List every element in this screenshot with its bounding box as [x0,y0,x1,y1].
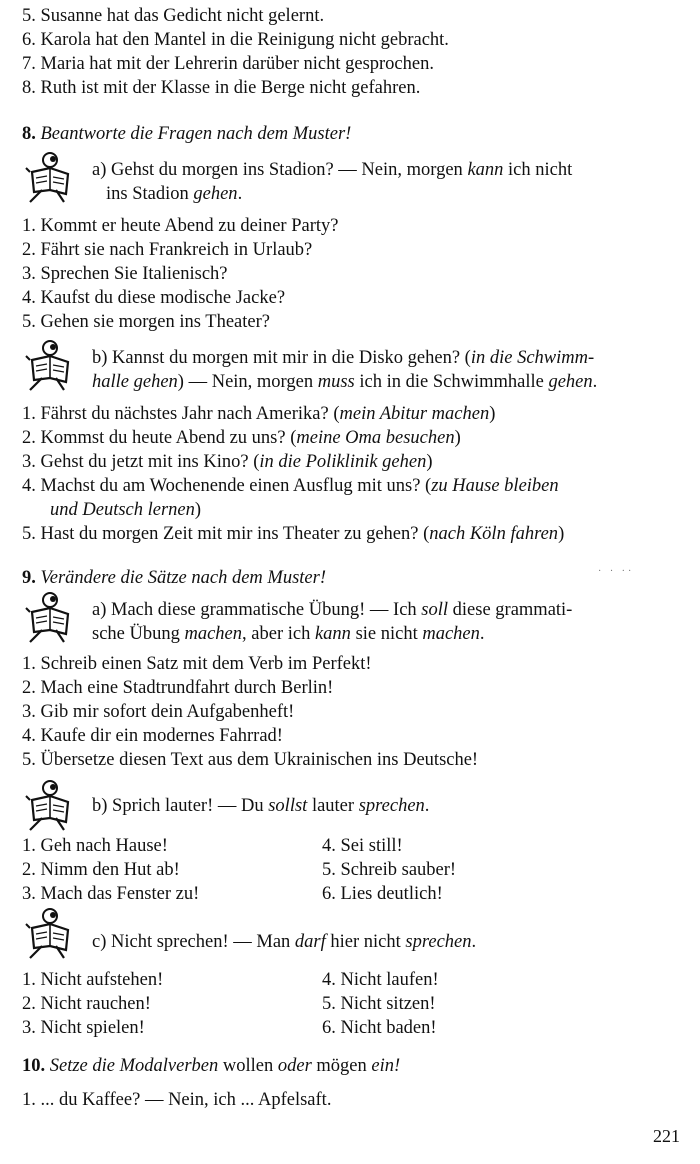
list-item: 6. Nicht baden! [322,1018,437,1038]
reading-person-icon [20,338,84,392]
example-a-line2: sche Übung machen, aber ich kann sie nicht machen. [92,624,485,644]
list-item: 4. Kaufe dir ein modernes Fahrrad! [22,726,283,746]
exercise-number: 8. [22,124,36,144]
reading-person-icon [20,590,84,644]
list-item: 5. Übersetze diesen Text aus dem Ukrainischen ins Deutsche! [22,750,479,770]
exercise-instruction: Verändere die Sätze nach dem Muster! [40,568,326,588]
list-item: 1. ... du Kaffee? — Nein, ich ... Apfelsaft. [22,1090,332,1110]
list-item: 1. Nicht aufstehen! [22,970,164,990]
exercise-instruction: Beantworte die Fragen nach dem Muster! [40,124,352,144]
example-a-line1: a) Gehst du morgen ins Stadion? — Nein, morgen kann ich nicht [92,160,573,180]
exercise-9-heading [22,566,326,590]
list-item: 3. Mach das Fenster zu! [22,884,200,904]
list-item: 5. Schreib sauber! [322,860,457,880]
scan-artifact: · · ·· [598,566,635,577]
list-item: 6. Karola hat den Mantel in die Reinigung nicht gebracht. [22,30,449,50]
list-item: 2. Fährt sie nach Frankreich in Urlaub? [22,240,313,260]
list-item: 2. Mach eine Stadtrundfahrt durch Berlin! [22,678,334,698]
list-item: 3. Sprechen Sie Italienisch? [22,264,228,284]
example-a-line1: a) Mach diese grammatische Übung! — Ich soll diese grammati- [92,600,573,620]
list-item: 7. Maria hat mit der Lehrerin darüber nicht gesprochen. [22,54,434,74]
list-item: 2. Nicht rauchen! [22,994,151,1014]
example-b-line: b) Sprich lauter! — Du sollst lauter sprechen. [92,796,430,816]
exercise-10-heading: 10. Setze die Modalverben wollen oder mögen ein! [22,1056,401,1076]
list-item: 1. Fährst du nächstes Jahr nach Amerika? (mein Abitur machen) [22,404,496,424]
list-item: 5. Gehen sie morgen ins Theater? [22,312,270,332]
example-b-line1: b) Kannst du morgen mit mir in die Disko gehen? (in die Schwimm- [92,348,595,368]
list-item: 1. Kommt er heute Abend zu deiner Party? [22,216,339,236]
list-item: 1. Schreib einen Satz mit dem Verb im Perfekt! [22,654,372,674]
list-item: 5. Hast du morgen Zeit mit mir ins Theater zu gehen? (nach Köln fahren) [22,524,565,544]
list-item: 4. Sei still! [322,836,403,856]
list-item: 4. Kaufst du diese modische Jacke? [22,288,286,308]
list-item: 3. Gib mir sofort dein Aufgabenheft! [22,702,295,722]
list-item: 5. Susanne hat das Gedicht nicht gelernt. [22,6,325,26]
reading-person-icon [20,150,84,204]
list-item: 3. Nicht spielen! [22,1018,145,1038]
reading-person-icon [20,906,84,960]
reading-person-icon [20,778,84,832]
list-item: 6. Lies deutlich! [322,884,443,904]
example-c-line: c) Nicht sprechen! — Man darf hier nicht sprechen. [92,932,477,952]
list-item: 8. Ruth ist mit der Klasse in die Berge nicht gefahren. [22,78,421,98]
list-item: 2. Kommst du heute Abend zu uns? (meine Oma besuchen) [22,428,461,448]
list-item: 5. Nicht sitzen! [322,994,436,1014]
list-item: 4. Nicht laufen! [322,970,439,990]
example-b-line2: halle gehen) — Nein, morgen muss ich in die Schwimmhalle gehen. [92,372,598,392]
exercise-number: 9. [22,568,36,588]
exercise-8-heading [22,122,351,146]
list-item: 4. Machst du am Wochenende einen Ausflug mit uns? (zu Hause bleiben [22,476,559,496]
page-number: 221 [653,1126,680,1146]
example-a-line2: ins Stadion gehen. [106,184,243,204]
exercise-number: 10. [22,1056,46,1076]
list-item-continuation: und Deutsch lernen) [50,500,202,520]
list-item: 3. Gehst du jetzt mit ins Kino? (in die Poliklinik gehen) [22,452,433,472]
list-item: 1. Geh nach Hause! [22,836,168,856]
list-item: 2. Nimm den Hut ab! [22,860,180,880]
